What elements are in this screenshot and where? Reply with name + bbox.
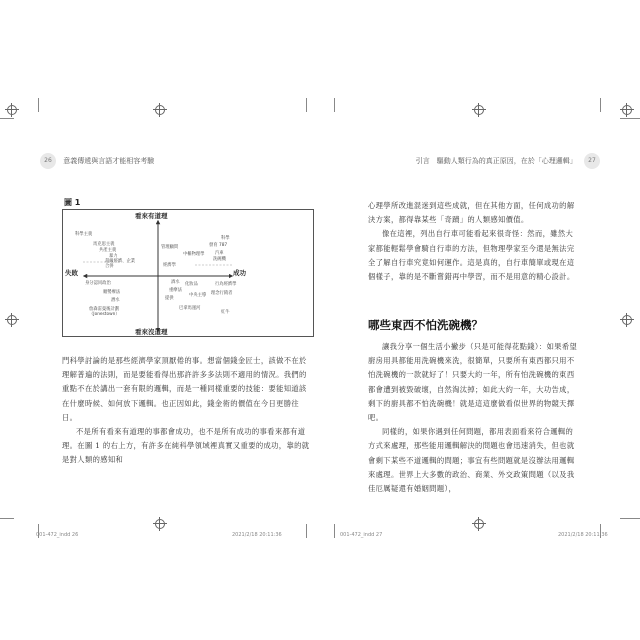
figure-item: 洗碗機: [213, 257, 226, 262]
figure-diagram: [62, 209, 314, 337]
figure-item: 科學主義: [75, 232, 93, 237]
right-page-number: 27: [584, 153, 600, 169]
figure-label: 圖 1: [64, 198, 81, 207]
figure-item: 馬克思主義: [93, 242, 115, 247]
trim-line: [0, 518, 14, 519]
figure-item: 重療法: [169, 288, 182, 293]
right-page-body-top: [368, 199, 578, 284]
left-header-title: 意義傳遞與言語才能相容考驗: [63, 157, 155, 165]
left-footer-file: 001-472_indd 26: [36, 532, 79, 538]
registration-mark-top-left: [5, 103, 19, 117]
registration-mark-top-center-right: [472, 103, 486, 117]
left-footer-date: 2021/2/18 20:11:36: [232, 532, 282, 538]
section-heading: 哪些東西不怕洗碗機？: [368, 318, 483, 332]
figure-item: 科學: [221, 236, 230, 241]
right-paragraph: 像在這裡，列出自行車可能看起來很奇怪：然而，雖然大家都能輕鬆學會騎自行車的方法，但物理學家至今還是無法完全了解自行車究竟如何運作。這是真的，自行車簡單或現在這個樣子，靠的是不斷嘗錯再中學習，而不是用意的精心設計。: [368, 229, 575, 282]
left-page-body: [62, 354, 314, 468]
trim-line: [334, 98, 335, 112]
registration-mark-bottom-center-right: [472, 517, 486, 531]
right-page-header: [416, 153, 600, 169]
right-header-title: 引言 驅動人類行為的真正原因，在於「心理邏輯」: [415, 157, 577, 165]
figure-item: 發育 787: [209, 243, 228, 248]
right-footer-date: 2021/2/18 20:11:36: [558, 532, 608, 538]
registration-mark-mid-right: [620, 313, 634, 327]
figure-item: 超級經濟、企業合併: [105, 259, 136, 269]
figure-item: 化妝品: [185, 282, 198, 287]
right-page-body-bottom: [368, 340, 578, 496]
figure-item: 潛水: [111, 298, 120, 303]
right-paragraph: 心理學所改進混迷到這些成就，但在其他方面，任何成功的解決方案，都得靠某些「奇蹟」的人類感知價值。: [368, 201, 575, 225]
figure-item: 共產主義: [99, 248, 117, 253]
figure-item: 酒水: [171, 280, 180, 285]
trim-line: [0, 118, 14, 119]
figure-item: 中央主導: [189, 293, 207, 298]
registration-mark-top-center-left: [153, 103, 167, 117]
trim-line: [600, 98, 601, 112]
right-paragraph: 讓我分享一個生活小撇步（只是可能得花點錢）：如果希望廚房用具都能用洗碗機來洗，很簡單，只要所有東西都只用不怕洗碗機的一款就好了！只要大約一年，所有怕洗碗機的東西都會遭到被毀破壞，自然淘汰掉；如此大約一年，大功告成，剩下的廚具都不怕洗碗機！就是這這麼做看似世界的物競天擇吧。: [368, 342, 578, 423]
figure-item: 中樞物理學: [183, 252, 205, 257]
figure-bottom-label: 看來沒道理: [135, 328, 168, 336]
registration-mark-bottom-center-left: [153, 517, 167, 531]
right-paragraph: 同樣的，如果你遇到任何問題，都用表面看來符合邏輯的方式來處理，那些能用邏輯解決的問題也會迅速消失，但也就會剩下某些不道邏輯的問題；事宜有些問題就是沒辦法用邏輯來處理。世界上大多數的政治、商業、外交政策問題（以及我佳厄厲疑還有婚姻問題），: [368, 427, 575, 494]
figure-item: 經濟學: [163, 263, 176, 268]
figure-item: 提供: [165, 296, 174, 301]
figure-item: 行為經濟學: [215, 282, 237, 287]
trim-line: [334, 524, 335, 538]
figure-item: 理念行銷者: [211, 291, 233, 296]
figure-item: 管理顧問: [161, 245, 179, 250]
figure-right-label: 成功: [233, 269, 246, 277]
figure-top-label: 看來有道理: [135, 212, 168, 220]
registration-mark-mid-left: [5, 313, 19, 327]
trim-line: [620, 118, 640, 119]
trim-line: [38, 98, 39, 112]
trim-line: [306, 98, 307, 112]
trim-line: [620, 518, 640, 519]
right-footer-file: 001-472_indd 27: [340, 532, 383, 538]
left-page-number: 26: [40, 153, 56, 169]
figure-item: 汽車: [215, 251, 224, 256]
figure-item: 順勢療法: [103, 290, 121, 295]
figure-left-label: 失敗: [65, 269, 78, 277]
trim-line: [306, 524, 307, 538]
registration-mark-top-right: [620, 103, 634, 117]
left-page-header: [40, 153, 154, 169]
figure-item: 紅牛: [221, 310, 230, 315]
left-paragraph: 門科學討論的是那些經濟學家頂厭倦的事。想當個錢金匠士，該做不在於理解普遍的法則，而是要能看得出那許許多多法則不適用的情況。我們的重點不在於講出一套有限的邏輯，而是一種同樣重要的技能：要能知道該在什麼時候、如何放下邏輯。也正因如此，錢金術的價值在今日更勝往日。: [62, 356, 307, 422]
figure-item: 詹森雷曼後計劃（Jonestown）: [89, 307, 120, 317]
left-paragraph: 不是所有看來有道理的事都會成功，也不是所有成功的事看來都有道理。在圖 1 的右上方，有許多在純科學領域裡真實又重要的成功，靠的就是對人類的感知和: [62, 427, 310, 465]
figure-item: 暴力: [109, 254, 118, 259]
figure-item: 身分認同政治: [85, 281, 111, 286]
figure-item: 巴拿馬運河: [179, 306, 201, 311]
